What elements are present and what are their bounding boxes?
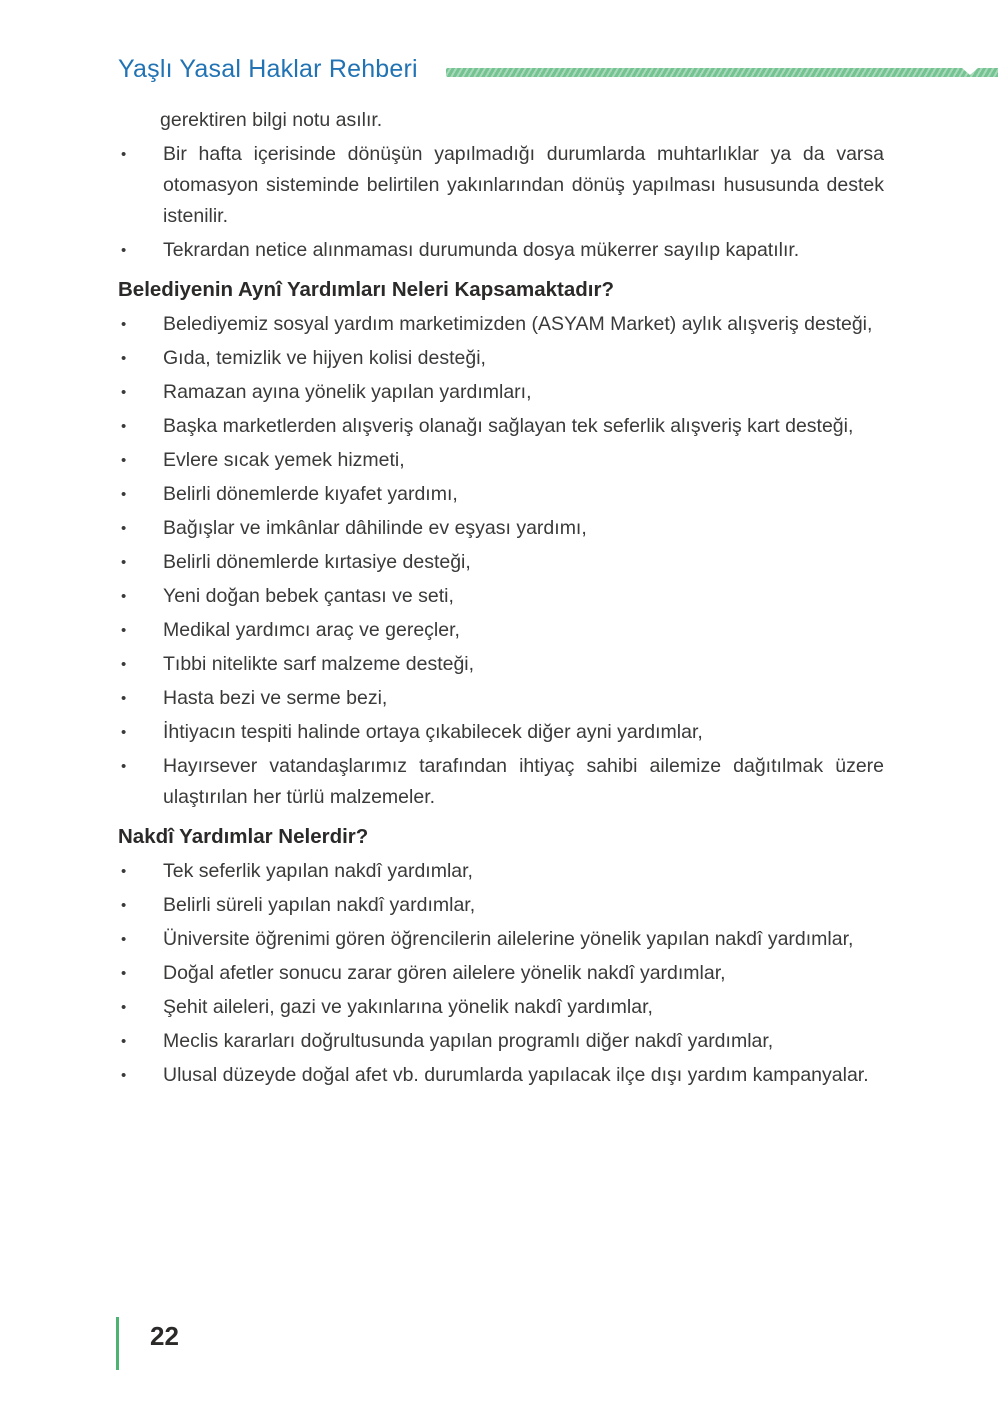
list-item [118,649,884,680]
list-item-text: Belirli süreli yapılan nakdî yardımlar, [163,894,476,916]
list-item [118,683,884,714]
paragraph-continuation: gerektiren bilgi notu asılır. [160,109,383,131]
list-item-text: Meclis kararları doğrultusunda yapılan programlı diğer nakdî yardımlar, [163,1030,774,1052]
list-item-text: Belirli dönemlerde kırtasiye desteği, [163,551,471,573]
list-item-text: Şehit aileleri, gazi ve yakınlarına yönelik nakdî yardımlar, [163,996,653,1018]
list-item [118,751,884,813]
bullet-marker-icon: • [121,931,127,948]
bullet-marker-icon: • [121,724,127,741]
bullet-marker-icon: • [121,554,127,571]
list-item-text: Tek seferlik yapılan nakdî yardımlar, [163,860,473,882]
bullet-marker-icon: • [121,486,127,503]
list-item [118,139,884,232]
list-item [118,513,884,544]
list-item [118,958,884,989]
list-item-text: Başka marketlerden alışveriş olanağı sağlayan tek seferlik alışveriş kart desteği, [163,415,854,437]
section-heading: Belediyenin Aynî Yardımları Neleri Kapsamaktadır? [118,278,614,301]
page-footer [116,1317,179,1370]
list-item [118,615,884,646]
list-item [118,309,884,340]
bullet-marker-icon: • [121,1033,127,1050]
green-ribbon [446,68,998,77]
bullet-marker-icon: • [121,656,127,673]
document-title: Yaşlı Yasal Haklar Rehberi [118,55,418,83]
list-item-text: Belirli dönemlerde kıyafet yardımı, [163,483,458,505]
bullet-marker-icon: • [121,384,127,401]
list-item [118,717,884,748]
page-header [118,55,998,84]
list-item [118,1026,884,1057]
list-item [118,1060,884,1091]
list-item [118,992,884,1023]
list-item [118,411,884,442]
list-item-text: Gıda, temizlik ve hijyen kolisi desteği, [163,347,486,369]
bullet-marker-icon: • [121,690,127,707]
header-decorative-band [446,68,998,77]
list-item [118,377,884,408]
bullet-marker-icon: • [121,316,127,333]
list-item-text: Ramazan ayına yönelik yapılan yardımları, [163,381,532,403]
list-item-text: Yeni doğan bebek çantası ve seti, [163,585,454,607]
list-item-text: Bir hafta içerisinde dönüşün yapılmadığı durumlarda muhtarlıklar ya da varsa otomasyon sisteminde belirtilen yakınlarından dönüş yapılması hususunda destek istenilir. [163,143,884,227]
list-item-text: Bağışlar ve imkânlar dâhilinde ev eşyası yardımı, [163,517,587,539]
section-heading: Nakdî Yardımlar Nelerdir? [118,825,369,848]
list-item [118,856,884,887]
ribbon-notch [962,68,978,75]
list-item-text: Ulusal düzeyde doğal afet vb. durumlarda yapılacak ilçe dışı yardım kampanyalar. [163,1064,869,1086]
list-item-text: Doğal afetler sonucu zarar gören ailelere yönelik nakdî yardımlar, [163,962,726,984]
bullet-marker-icon: • [121,758,127,775]
list-item-text: Üniversite öğrenimi gören öğrencilerin ailelerine yönelik yapılan nakdî yardımlar, [163,928,854,950]
bullet-marker-icon: • [121,350,127,367]
bullet-marker-icon: • [121,965,127,982]
bullet-marker-icon: • [121,520,127,537]
list-item-text: İhtiyacın tespiti halinde ortaya çıkabilecek diğer ayni yardımlar, [163,721,703,743]
list-item [118,924,884,955]
list-item-text: Tekrardan netice alınmaması durumunda dosya mükerrer sayılıp kapatılır. [163,239,800,261]
list-item [118,479,884,510]
bullet-marker-icon: • [121,1067,127,1084]
list-item [118,547,884,578]
list-item-text: Belediyemiz sosyal yardım marketimizden (ASYAM Market) aylık alışveriş desteği, [163,313,873,335]
bullet-marker-icon: • [121,588,127,605]
bullet-marker-icon: • [121,418,127,435]
list-item-text: Medikal yardımcı araç ve gereçler, [163,619,460,641]
bullet-marker-icon: • [121,999,127,1016]
list-item-text: Tıbbi nitelikte sarf malzeme desteği, [163,653,475,675]
list-item [118,890,884,921]
list-item [118,581,884,612]
bullet-marker-icon: • [121,897,127,914]
list-item [118,235,884,266]
list-item-text: Hasta bezi ve serme bezi, [163,687,388,709]
list-item-text: Evlere sıcak yemek hizmeti, [163,449,405,471]
bullet-marker-icon: • [121,622,127,639]
list-item-text: Hayırsever vatandaşlarımız tarafından ihtiyaç sahibi ailemize dağıtılmak üzere ulaştırılan her türlü malzemeler. [163,755,884,808]
list-item [118,445,884,476]
bullet-marker-icon: • [121,146,127,163]
page-number: 22 [150,1321,179,1351]
list-item [118,343,884,374]
bullet-marker-icon: • [121,452,127,469]
bullet-marker-icon: • [121,863,127,880]
bullet-marker-icon: • [121,242,127,259]
body-content [118,105,884,1094]
